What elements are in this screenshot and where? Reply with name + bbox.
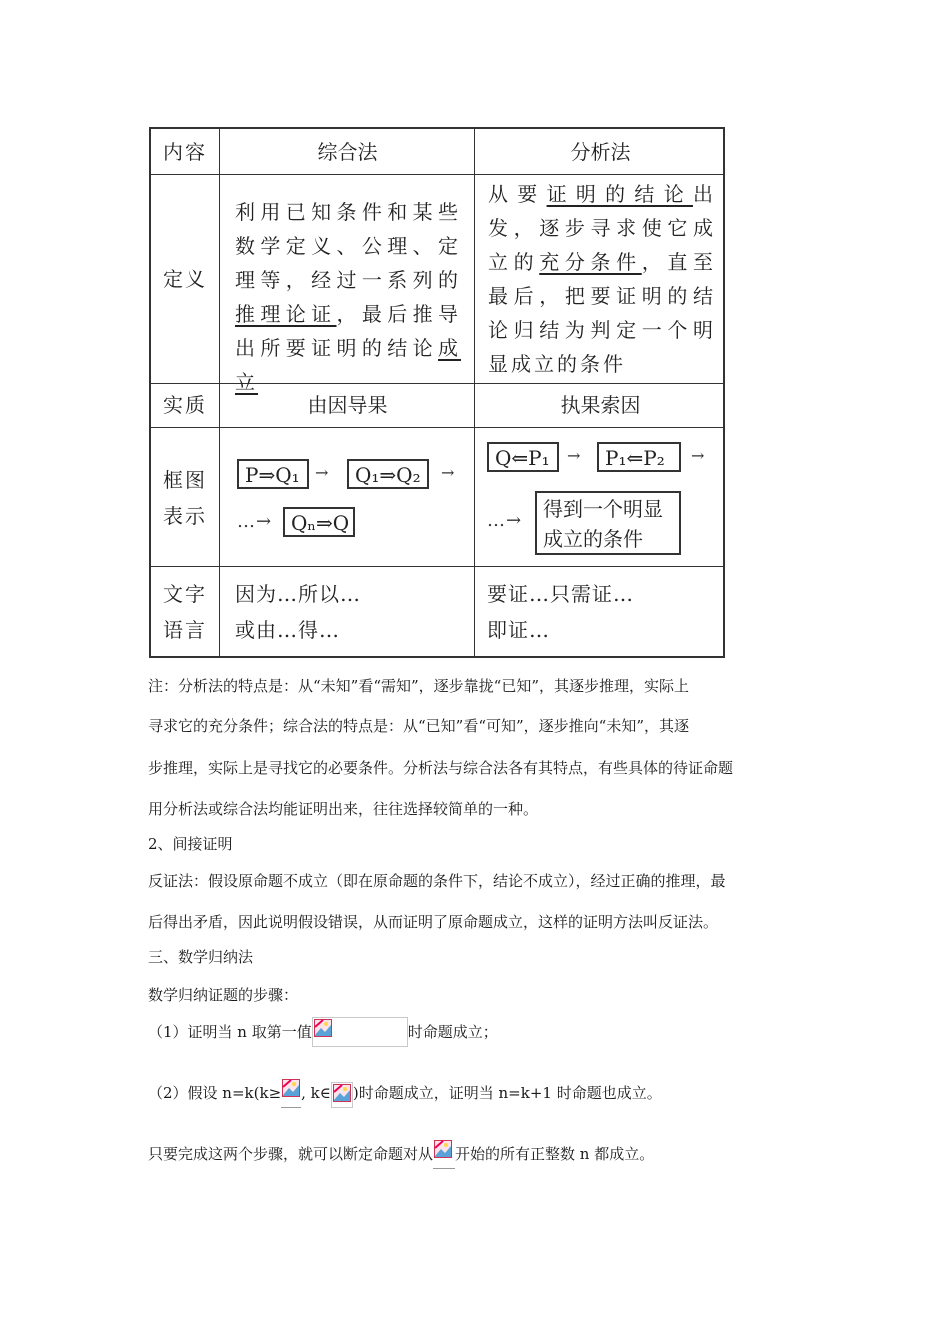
broken-image-icon bbox=[282, 1079, 300, 1097]
table-divider bbox=[151, 566, 723, 567]
definition-synthetic: 利用已知条件和某些数学定义、公理、定理等，经过一系列的推理论证，最后推导出所要证明的结论成立 bbox=[235, 200, 461, 394]
analytic-final-line: 得到一个明显 bbox=[543, 497, 663, 521]
formula-image bbox=[312, 1017, 408, 1047]
note-line: 注：分析法的特点是：从“未知”看“需知”，逐步靠拢“已知”，其逐步推理，实际上 bbox=[148, 677, 690, 695]
ellipsis-arrow: …→ bbox=[237, 511, 273, 532]
synthetic-step-box: Q₁⇒Q₂ bbox=[347, 459, 429, 489]
broken-image-icon bbox=[434, 1140, 452, 1158]
step-text: , k∈ bbox=[301, 1084, 331, 1102]
language-synthetic-2: 或由…得… bbox=[235, 618, 340, 642]
step-text: （1）证明当 n 取第一值 bbox=[148, 1023, 312, 1041]
row-label-language-1: 文字 bbox=[163, 582, 207, 606]
synthetic-step-box: P⇒Q₁ bbox=[237, 459, 309, 489]
header-content: 内容 bbox=[163, 140, 207, 164]
ellipsis-arrow: …→ bbox=[487, 510, 523, 531]
section-heading: 2、间接证明 bbox=[148, 835, 233, 853]
step-text: （2）假设 n=k(k≥ bbox=[148, 1084, 282, 1102]
note-line: 步推理，实际上是寻找它的必要条件。分析法与综合法各有其特点，有些具体的待证命题 bbox=[148, 759, 734, 777]
paragraph-line: 后得出矛盾，因此说明假设错误，从而证明了原命题成立，这样的证明方法叫反证法。 bbox=[148, 913, 719, 931]
synthetic-step-box: Qₙ⇒Q bbox=[283, 507, 355, 537]
induction-conclusion bbox=[148, 1139, 654, 1169]
table-divider bbox=[219, 129, 220, 656]
definition-analytic: 从要证明的结论出发，逐步寻求使它成立的充分条件，直至最后，把要证明的结论归结为判定一个明显成立的条件 bbox=[488, 182, 717, 376]
analytic-step-box: Q⇐P₁ bbox=[487, 442, 559, 472]
arrow-icon: → bbox=[315, 463, 329, 482]
formula-image bbox=[433, 1139, 455, 1169]
section-heading: 三、数学归纳法 bbox=[148, 948, 254, 966]
formula-image bbox=[331, 1082, 353, 1108]
conclusion-text: 只要完成这两个步骤，就可以断定命题对从 bbox=[148, 1145, 434, 1163]
formula-image bbox=[281, 1078, 301, 1108]
step-text: )时命题成立，证明当 n=k+1 时命题也成立。 bbox=[352, 1084, 662, 1102]
table-divider bbox=[151, 427, 723, 428]
row-label-diagram-1: 框图 bbox=[163, 468, 207, 492]
note-line: 用分析法或综合法均能证明出来，往往选择较简单的一种。 bbox=[148, 800, 539, 818]
row-label-language-2: 语言 bbox=[163, 618, 207, 642]
row-label-definition: 定义 bbox=[163, 267, 207, 291]
arrow-icon: → bbox=[691, 446, 705, 465]
analytic-step-box: P₁⇐P₂ bbox=[597, 442, 681, 472]
note-line: 寻求它的充分条件；综合法的特点是：从“已知”看“可知”，逐步推向“未知”，其逐 bbox=[148, 717, 690, 735]
paragraph-line: 数学归纳证题的步骤： bbox=[148, 986, 299, 1004]
induction-step-2 bbox=[148, 1078, 662, 1108]
language-synthetic-1: 因为…所以… bbox=[235, 582, 361, 606]
conclusion-text: 开始的所有正整数 n 都成立。 bbox=[455, 1145, 655, 1163]
arrow-icon: → bbox=[567, 446, 581, 465]
analytic-final-line: 成立的条件 bbox=[543, 527, 643, 551]
language-analytic-1: 要证…只需证… bbox=[487, 582, 634, 606]
paragraph-line: 反证法：假设原命题不成立（即在原命题的条件下，结论不成立），经过正确的推理，最 bbox=[148, 872, 726, 890]
table-divider bbox=[474, 129, 475, 656]
language-analytic-2: 即证… bbox=[487, 618, 550, 642]
broken-image-icon bbox=[333, 1084, 351, 1102]
table-divider bbox=[151, 174, 723, 175]
header-synthetic: 综合法 bbox=[317, 140, 378, 164]
row-label-diagram-2: 表示 bbox=[163, 504, 207, 528]
header-analytic: 分析法 bbox=[570, 140, 631, 164]
arrow-icon: → bbox=[441, 463, 455, 482]
essence-synthetic: 由因导果 bbox=[307, 393, 388, 417]
analytic-final-box bbox=[535, 491, 681, 555]
comparison-table bbox=[149, 127, 725, 658]
essence-analytic: 执果索因 bbox=[560, 393, 641, 417]
broken-image-icon bbox=[314, 1019, 332, 1037]
row-label-essence: 实质 bbox=[163, 393, 207, 417]
induction-step-1 bbox=[148, 1017, 498, 1047]
step-text: 时命题成立； bbox=[407, 1023, 498, 1041]
